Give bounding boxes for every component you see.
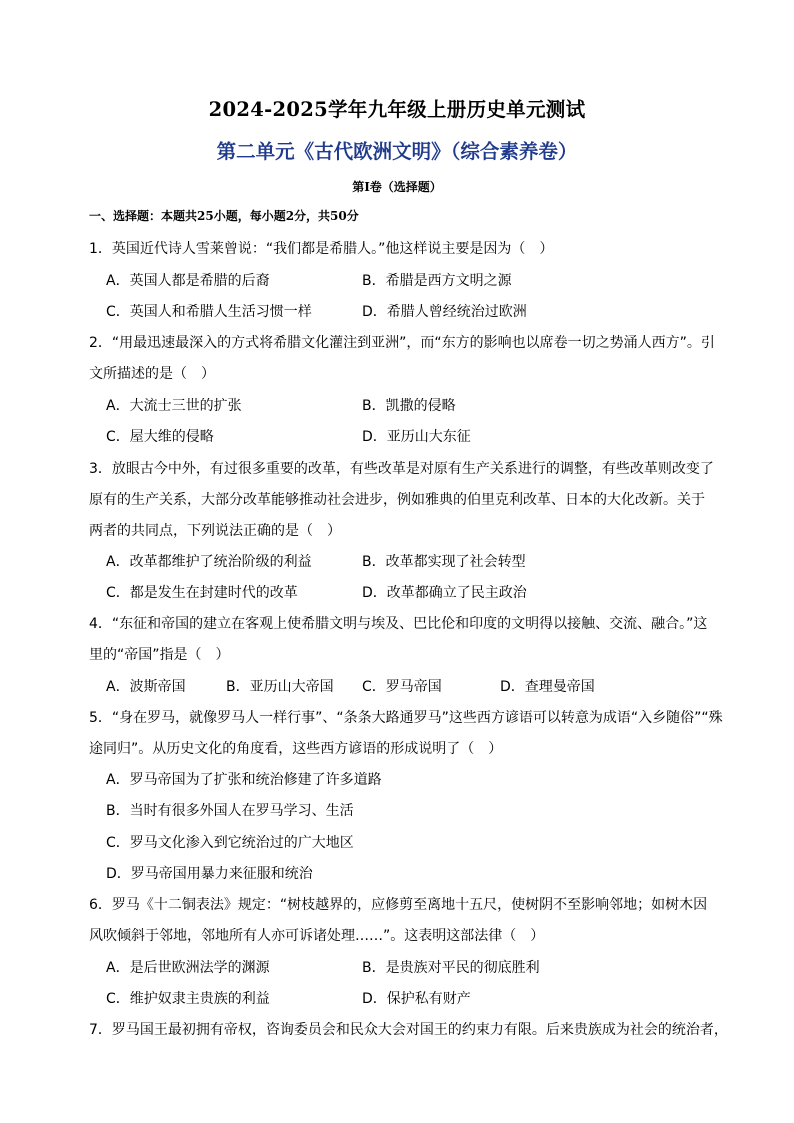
unit-subtitle: 第二单元《古代欧洲文明》（综合素养卷） [216,140,578,163]
part-heading: 一、选择题：本题共25小题，每小题2分，共50分 [89,209,359,223]
q3-option-b: B．改革都实现了社会转型 [362,554,526,570]
q4-option-b: B．亚历山大帝国 [226,679,334,695]
q6-option-c: C．维护奴隶主贵族的利益 [106,991,270,1007]
q3-option-a: A．改革都维护了统治阶级的利益 [106,554,312,570]
question-4-text: 4．“东征和帝国的建立在客观上使希腊文明与埃及、巴比伦和印度的文明得以接触、交流、融合。”这 [89,616,708,632]
q1-option-a: A．英国人都是希腊的后裔 [106,273,270,289]
question-3-text: 3．放眼古今中外，有过很多重要的改革，有些改革是对原有生产关系进行的调整，有些改革则改变了 [89,461,714,477]
q3-option-c: C．都是发生在封建时代的改革 [106,585,298,601]
question-2-text: 2．“用最迅速最深入的方式将希腊文化灌注到亚洲”，而“东方的影响也以席卷一切之势涌人西方”。引 [89,335,715,351]
q6-option-b: B．是贵族对平民的彻底胜利 [362,960,540,976]
question-3-text-cont: 两者的共同点，下列说法正确的是（ ） [89,523,341,539]
q5-option-b: B．当时有很多外国人在罗马学习、生活 [106,803,354,819]
q5-option-a: A．罗马帝国为了扩张和统治修建了许多道路 [106,772,382,788]
q1-option-b: B．希腊是西方文明之源 [362,273,512,289]
q4-option-c: C．罗马帝国 [362,679,442,695]
q4-option-d: D．查理曼帝国 [500,679,595,695]
question-1-text: 1．英国近代诗人雪莱曾说：“我们都是希腊人。”他这样说主要是因为（ ） [89,241,554,257]
question-7-text: 7．罗马国王最初拥有帝权，咨询委员会和民众大会对国王的约束力有限。后来贵族成为社会的统治者， [89,1022,728,1038]
question-3-text-cont: 原有的生产关系，大部分改革能够推动社会进步，例如雅典的伯里克利改革、日本的大化改新。关于 [89,492,705,508]
q4-option-a: A．波斯帝国 [106,679,186,695]
q2-option-a: A．大流士三世的扩张 [106,398,242,414]
q2-option-d: D．亚历山大东征 [362,429,471,445]
q6-option-a: A．是后世欧洲法学的渊源 [106,960,270,976]
question-6-text-cont: 风吹倾斜于邻地，邻地所有人亦可诉诸处理……”。这表明这部法律（ ） [89,928,545,944]
q3-option-d: D．改革都确立了民主政治 [362,585,527,601]
q2-option-b: B．凯撒的侵略 [362,398,456,414]
question-2-text-cont: 文所描述的是（ ） [89,366,215,382]
document-title: 2024-2025学年九年级上册历史单元测试 [208,98,586,121]
q2-option-c: C．屋大维的侵略 [106,429,214,445]
q6-option-d: D．保护私有财产 [362,991,471,1007]
q5-option-c: C．罗马文化渗入到它统治过的广大地区 [106,835,354,851]
question-6-text: 6．罗马《十二铜表法》规定：“树枝越界的，应修剪至离地十五尺，使树阴不至影响邻地；如树木因 [89,897,708,913]
section-heading: 第Ⅰ卷（选择题） [352,180,442,194]
question-4-text-cont: 里的“帝国”指是（ ） [89,647,230,663]
question-5-text: 5．“身在罗马，就像罗马人一样行事”、“条条大路通罗马”这些西方谚语可以转意为成语“入乡随俗”“殊 [89,710,723,726]
q5-option-d: D．罗马帝国用暴力来征服和统治 [106,866,313,882]
q1-option-c: C．英国人和希腊人生活习惯一样 [106,304,312,320]
q1-option-d: D．希腊人曾经统治过欧洲 [362,304,527,320]
question-5-text-cont: 途同归”。从历史文化的角度看，这些西方谚语的形成说明了（ ） [89,741,503,757]
